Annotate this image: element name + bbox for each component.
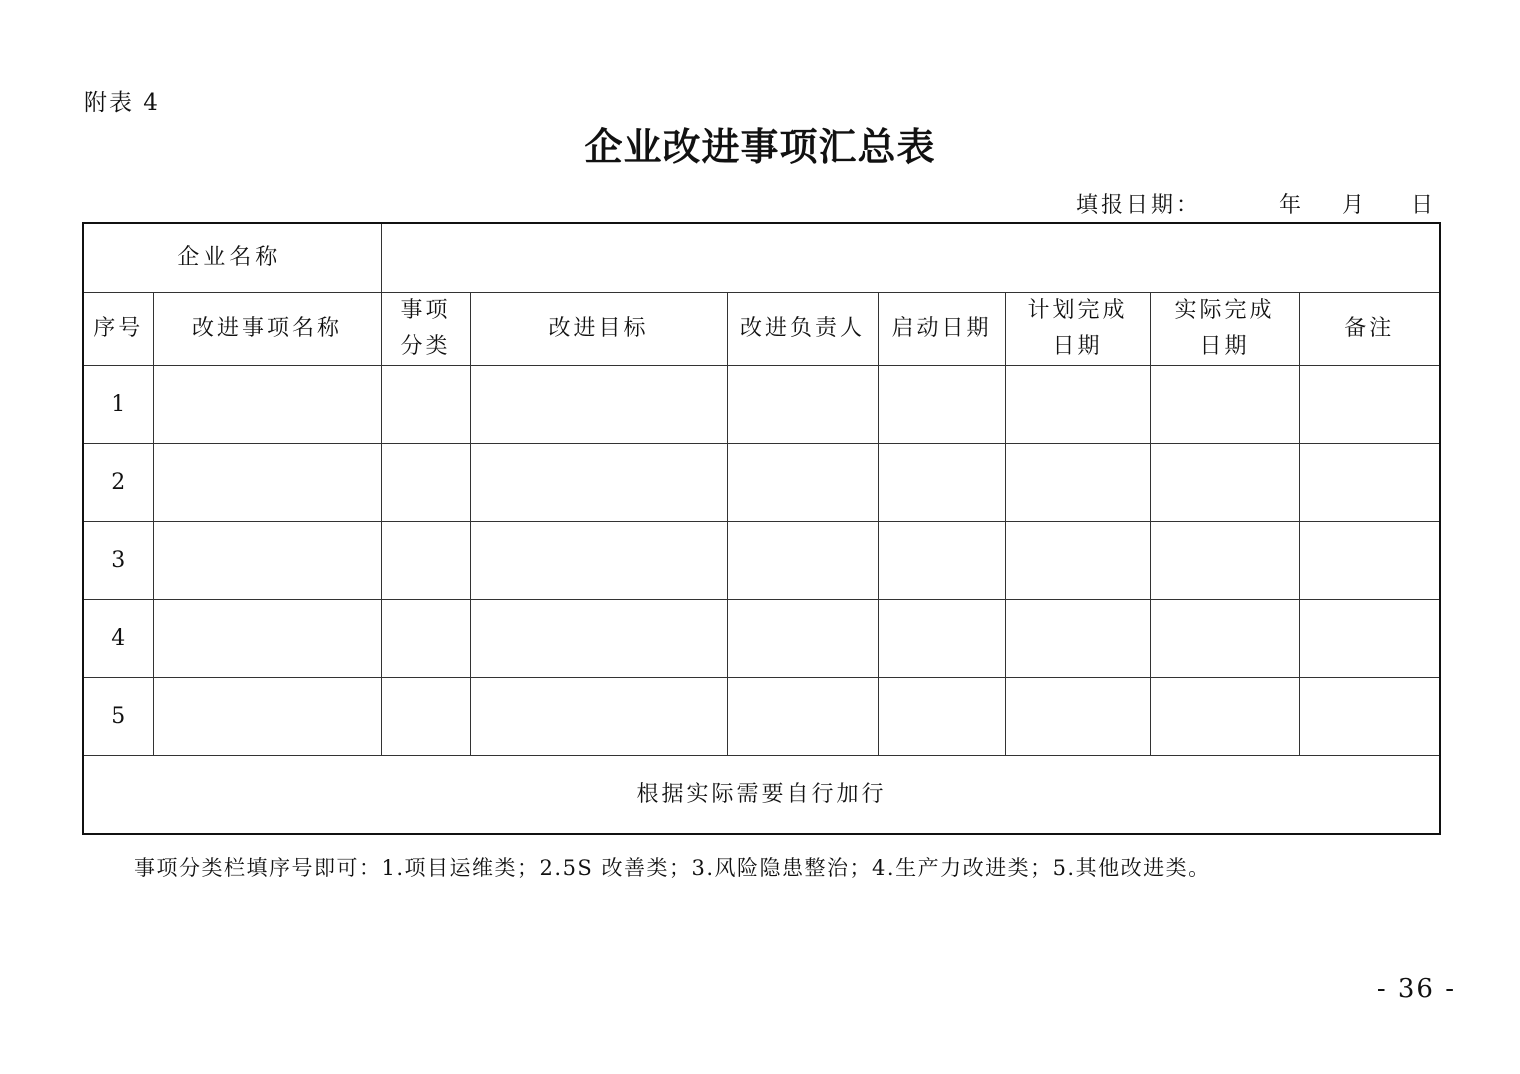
row-seq: 4 <box>83 600 153 678</box>
fill-date-month: 月 <box>1341 193 1367 218</box>
cell-actual-date[interactable] <box>1150 600 1299 678</box>
cell-category[interactable] <box>381 366 470 444</box>
header-category <box>381 293 470 366</box>
cell-planned-date[interactable] <box>1005 366 1150 444</box>
cell-item-name[interactable] <box>153 366 381 444</box>
company-name-field[interactable] <box>381 223 1440 293</box>
cell-category[interactable] <box>381 444 470 522</box>
fill-date-day: 日 <box>1410 193 1436 218</box>
header-planned-line1: 计划完成 <box>1027 298 1128 323</box>
cell-goal[interactable] <box>470 366 727 444</box>
row-seq: 5 <box>83 678 153 756</box>
row-seq: 2 <box>83 444 153 522</box>
header-actual-line1: 实际完成 <box>1174 298 1275 323</box>
cell-owner[interactable] <box>727 366 878 444</box>
improvement-table <box>82 222 1441 835</box>
page-number: - 36 - <box>1376 974 1456 1004</box>
cell-start-date[interactable] <box>878 600 1005 678</box>
add-rows-note: 根据实际需要自行加行 <box>83 756 1440 835</box>
header-category-line2: 分类 <box>400 334 451 359</box>
fill-date <box>1076 188 1436 219</box>
cell-category[interactable] <box>381 678 470 756</box>
cell-owner[interactable] <box>727 522 878 600</box>
cell-start-date[interactable] <box>878 678 1005 756</box>
row-seq: 1 <box>83 366 153 444</box>
cell-owner[interactable] <box>727 600 878 678</box>
table-row <box>83 678 1440 756</box>
cell-actual-date[interactable] <box>1150 678 1299 756</box>
cell-item-name[interactable] <box>153 600 381 678</box>
cell-goal[interactable] <box>470 678 727 756</box>
company-name-label: 企业名称 <box>83 223 381 293</box>
fill-date-label: 填报日期： <box>1075 193 1201 218</box>
cell-start-date[interactable] <box>878 522 1005 600</box>
cell-goal[interactable] <box>470 522 727 600</box>
header-owner: 改进负责人 <box>727 293 878 366</box>
header-seq: 序号 <box>83 293 153 366</box>
header-planned-date <box>1005 293 1150 366</box>
cell-owner[interactable] <box>727 678 878 756</box>
cell-item-name[interactable] <box>153 678 381 756</box>
cell-planned-date[interactable] <box>1005 678 1150 756</box>
header-start-date: 启动日期 <box>878 293 1005 366</box>
appendix-label: 附表 4 <box>84 90 160 116</box>
cell-actual-date[interactable] <box>1150 444 1299 522</box>
company-row <box>83 223 1440 293</box>
table-row <box>83 522 1440 600</box>
page-title: 企业改进事项汇总表 <box>584 124 936 169</box>
cell-remarks[interactable] <box>1299 522 1440 600</box>
header-actual-date <box>1150 293 1299 366</box>
cell-planned-date[interactable] <box>1005 600 1150 678</box>
cell-goal[interactable] <box>470 444 727 522</box>
table-row <box>83 366 1440 444</box>
cell-remarks[interactable] <box>1299 366 1440 444</box>
cell-actual-date[interactable] <box>1150 522 1299 600</box>
cell-planned-date[interactable] <box>1005 522 1150 600</box>
category-note: 事项分类栏填序号即可：1.项目运维类；2.5S 改善类；3.风险隐患整治；4.生产力改进类；5.其他改进类。 <box>134 856 1211 880</box>
cell-item-name[interactable] <box>153 522 381 600</box>
cell-category[interactable] <box>381 522 470 600</box>
cell-owner[interactable] <box>727 444 878 522</box>
header-planned-line2: 日期 <box>1052 334 1103 359</box>
header-row <box>83 293 1440 366</box>
cell-start-date[interactable] <box>878 366 1005 444</box>
cell-start-date[interactable] <box>878 444 1005 522</box>
cell-actual-date[interactable] <box>1150 366 1299 444</box>
cell-remarks[interactable] <box>1299 600 1440 678</box>
table-row <box>83 444 1440 522</box>
cell-remarks[interactable] <box>1299 678 1440 756</box>
cell-item-name[interactable] <box>153 444 381 522</box>
header-remarks: 备注 <box>1299 293 1440 366</box>
fill-date-year: 年 <box>1278 193 1304 218</box>
cell-category[interactable] <box>381 600 470 678</box>
footer-row <box>83 756 1440 835</box>
header-goal: 改进目标 <box>470 293 727 366</box>
header-item-name: 改进事项名称 <box>153 293 381 366</box>
header-actual-line2: 日期 <box>1199 334 1250 359</box>
cell-goal[interactable] <box>470 600 727 678</box>
cell-remarks[interactable] <box>1299 444 1440 522</box>
table-row <box>83 600 1440 678</box>
cell-planned-date[interactable] <box>1005 444 1150 522</box>
header-category-line1: 事项 <box>400 298 451 323</box>
row-seq: 3 <box>83 522 153 600</box>
